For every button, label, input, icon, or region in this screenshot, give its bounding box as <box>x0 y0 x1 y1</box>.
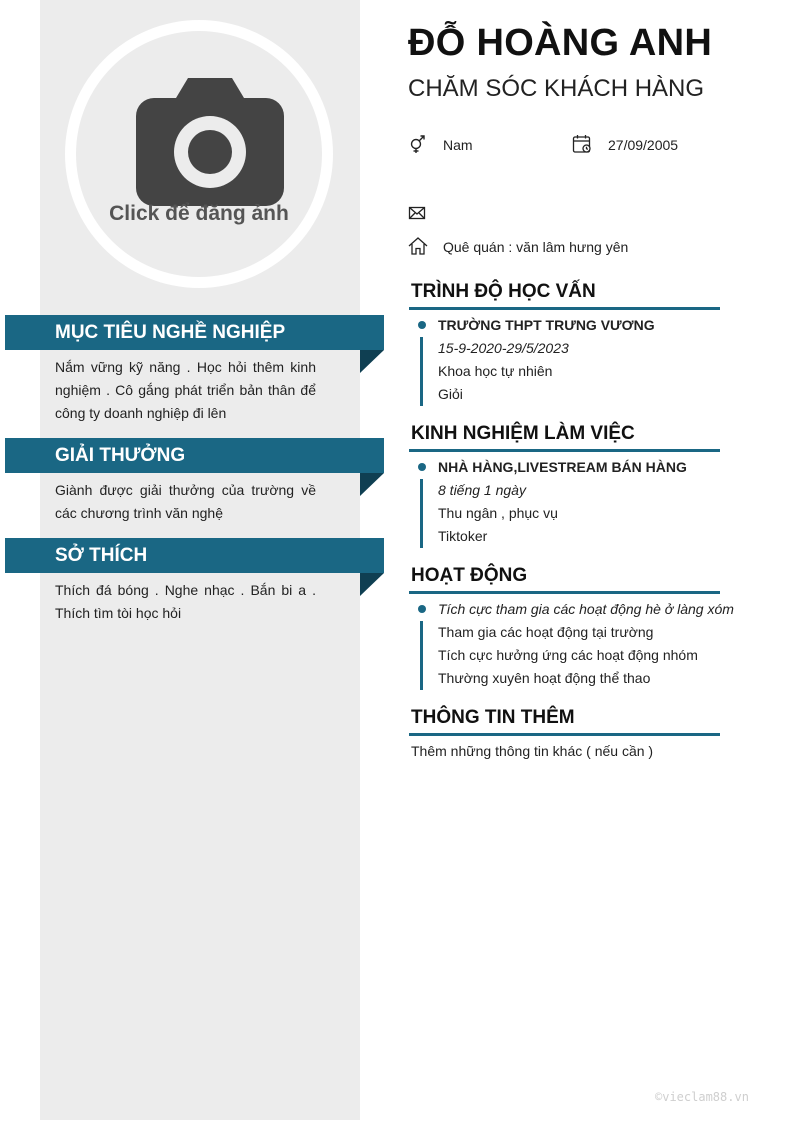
birthdate-value: 27/09/2005 <box>608 137 679 153</box>
watermark: ©vieclam88.vn <box>655 1090 749 1104</box>
photo-upload[interactable] <box>65 20 333 288</box>
activities-headline: Tích cực tham gia các hoạt động hè ở làng xóm <box>438 601 734 617</box>
education-major: Khoa học tự nhiên <box>438 363 553 379</box>
experience-role: Thu ngân , phục vụ <box>438 505 558 521</box>
experience-company: NHÀ HÀNG,LIVESTREAM BÁN HÀNG <box>438 459 687 475</box>
experience-bullet <box>418 463 426 471</box>
education-period: 15-9-2020-29/5/2023 <box>438 340 569 356</box>
objective-ribbon-fold <box>360 350 384 373</box>
awards-heading: GIẢI THƯỞNG <box>5 438 384 473</box>
home-icon <box>408 236 428 256</box>
hobbies-text: Thích đá bóng . Nghe nhạc . Bắn bi a . Thích tìm tòi học hỏi <box>55 582 316 621</box>
photo-upload-label: Click để đăng ảnh <box>109 202 289 225</box>
activities-rule <box>409 591 720 594</box>
activities-bullet <box>418 605 426 613</box>
education-bullet <box>418 321 426 329</box>
awards-ribbon-fold <box>360 473 384 496</box>
experience-note: Tiktoker <box>438 528 488 544</box>
experience-timeline <box>420 479 423 548</box>
activities-timeline <box>420 621 423 690</box>
hobbies-ribbon-fold <box>360 573 384 596</box>
calendar-icon <box>572 134 592 154</box>
job-title: CHĂM SÓC KHÁCH HÀNG <box>408 75 705 102</box>
experience-rule <box>409 449 720 452</box>
gender-icon <box>408 134 428 154</box>
hobbies-heading: SỞ THÍCH <box>5 538 384 573</box>
activities-heading: HOẠT ĐỘNG <box>411 565 528 586</box>
experience-duration: 8 tiếng 1 ngày <box>438 482 526 498</box>
education-grade: Giỏi <box>438 386 463 402</box>
activities-item: Tham gia các hoạt động tại trường <box>438 624 654 640</box>
gender-value: Nam <box>443 137 473 153</box>
education-heading: TRÌNH ĐỘ HỌC VẤN <box>411 281 596 302</box>
objective-text: Nắm vững kỹ năng . Học hỏi thêm kinh nghiệm . Cô gắng phát triển bản thân để công ty doanh nghiệp đi lên <box>55 359 316 421</box>
experience-heading: KINH NGHIỆM LÀM VIỆC <box>411 423 635 444</box>
objective-heading: MỤC TIÊU NGHỀ NGHIỆP <box>5 315 384 350</box>
additional-heading: THÔNG TIN THÊM <box>411 707 575 728</box>
awards-text: Giành được giải thưởng của trường về các chương trình văn nghệ <box>55 482 316 521</box>
activities-item: Tích cực hưởng ứng các hoạt động nhóm <box>438 647 698 663</box>
activities-item: Thường xuyên hoạt động thể thao <box>438 670 651 686</box>
education-rule <box>409 307 720 310</box>
additional-text: Thêm những thông tin khác ( nếu cần ) <box>411 743 654 759</box>
education-timeline <box>420 337 423 406</box>
additional-rule <box>409 733 720 736</box>
education-school: TRƯỜNG THPT TRƯNG VƯƠNG <box>438 317 655 333</box>
email-icon <box>408 203 428 223</box>
camera-icon <box>136 78 284 206</box>
photo-placeholder <box>76 31 322 277</box>
candidate-name: ĐỖ HOÀNG ANH <box>408 22 713 64</box>
hometown-value: Quê quán : văn lâm hưng yên <box>443 239 629 255</box>
